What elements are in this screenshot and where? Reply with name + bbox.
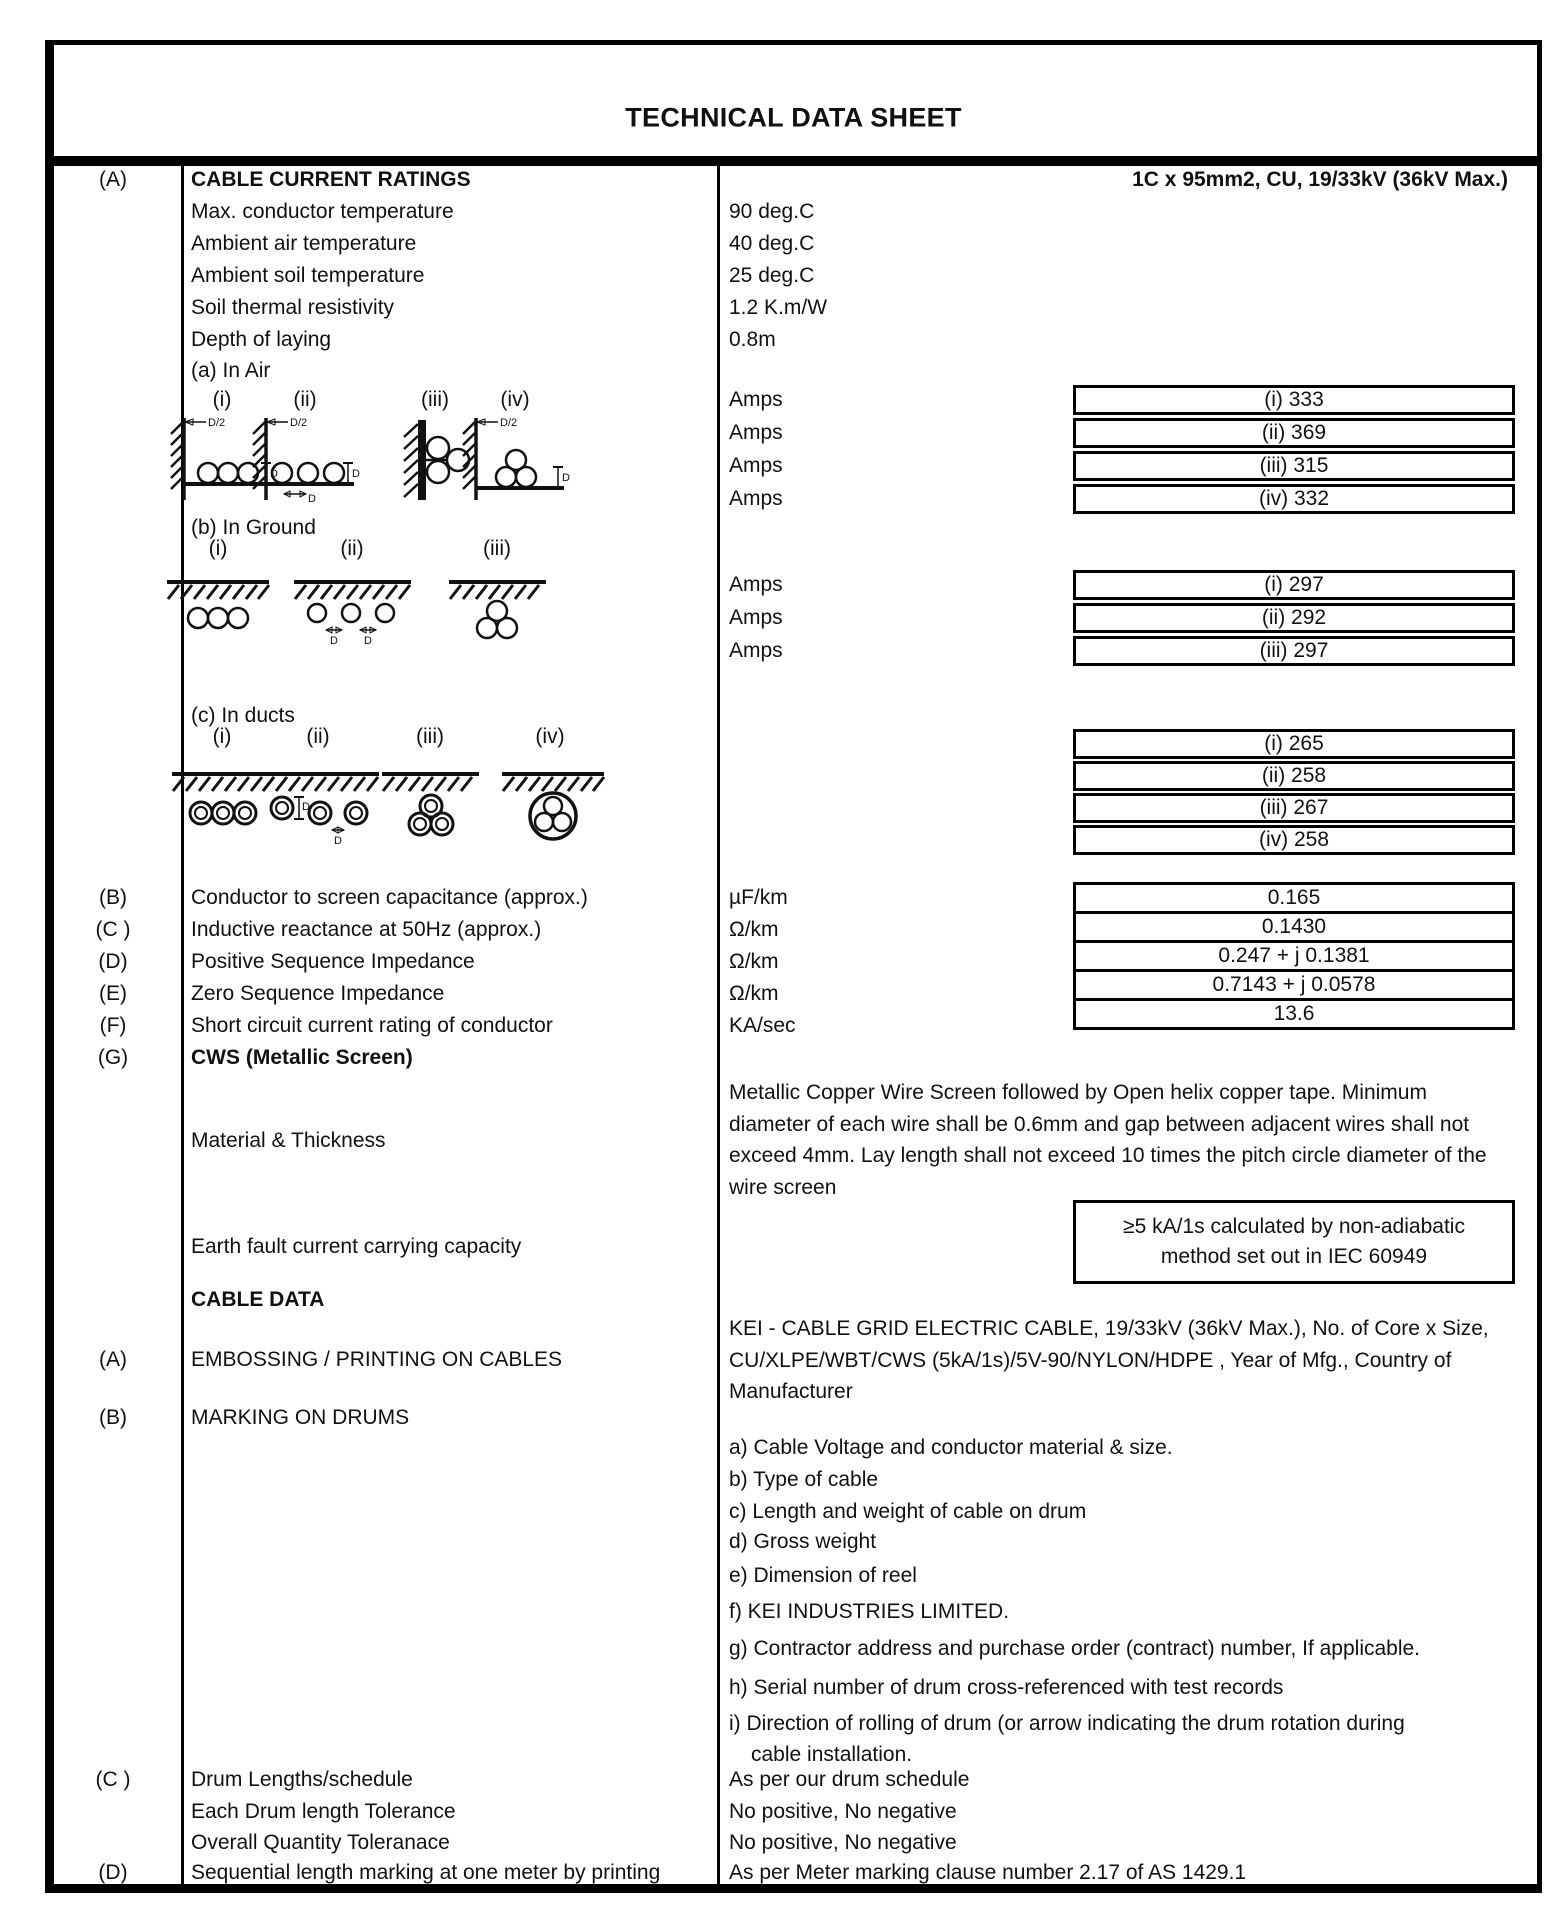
row-label: Each Drum length Tolerance [191, 1800, 456, 1823]
embossing-text: KEI - CABLE GRID ELECTRIC CABLE, 19/33kV (36kV Max.), No. of Core x Size, CU/XLPE/WBT/CWS (5kA/1s)/5V-90/NYLON/HDPE , Year of Mfg., Country of Manufacturer [729, 1317, 1489, 1403]
row-index: (G) [97, 1046, 129, 1069]
in-ducts-heading: (c) In ducts [191, 704, 295, 727]
in-air-config-iv-diagram [462, 412, 577, 507]
unit-label: Amps [729, 487, 783, 510]
svg-text:D: D [270, 468, 278, 480]
config-label: (ii) [306, 725, 330, 748]
config-label: (iii) [421, 388, 449, 411]
in-ducts-config-iii-diagram [378, 758, 483, 853]
embossing-label: EMBOSSING / PRINTING ON CABLES [191, 1348, 563, 1371]
row-index: (C ) [95, 1768, 131, 1791]
config-label: (i) [212, 725, 232, 748]
param-label: Ambient soil temperature [191, 264, 425, 287]
rating-box: (ii) 292 [1073, 603, 1515, 633]
in-ground-config-i-diagram [163, 566, 273, 651]
unit-label: Amps [729, 454, 783, 477]
unit-label: Amps [729, 573, 783, 596]
unit-label: Amps [729, 388, 783, 411]
marking-item: f) KEI INDUSTRIES LIMITED. [729, 1600, 1010, 1623]
row-index: (D) [98, 1861, 128, 1884]
rating-box: (ii) 258 [1073, 761, 1515, 791]
marking-item: i) Direction of rolling of drum (or arrow indicating the drum rotation during cable installation. [729, 1712, 1405, 1766]
unit-label: Ω/km [729, 982, 779, 1005]
rating-box: (iv) 258 [1073, 825, 1515, 855]
in-ducts-config-iv-diagram [498, 758, 608, 853]
in-air-heading: (a) In Air [191, 359, 271, 382]
cable-data-heading: CABLE DATA [191, 1288, 325, 1311]
config-label: (i) [212, 388, 232, 411]
header-divider [45, 156, 1542, 166]
row-index: (F) [99, 1014, 127, 1037]
section-heading: CABLE CURRENT RATINGS [191, 168, 471, 191]
row-label: Short circuit current rating of conductor [191, 1014, 553, 1037]
row-label: Sequential length marking at one meter by printing [191, 1861, 661, 1884]
row-value: No positive, No negative [729, 1800, 957, 1823]
svg-text:D: D [302, 801, 310, 813]
param-value: 0.8m [729, 328, 776, 351]
param-value: 40 deg.C [729, 232, 815, 255]
value-box: 0.165 [1073, 882, 1515, 914]
unit-label: KA/sec [729, 1014, 796, 1037]
unit-label: µF/km [729, 886, 788, 909]
unit-label: Ω/km [729, 918, 779, 941]
in-ducts-config-ii-diagram [258, 758, 383, 853]
svg-text:D/2: D/2 [290, 417, 308, 429]
in-ground-config-ii-diagram [290, 566, 415, 651]
cws-material-text: Metallic Copper Wire Screen followed by Open helix copper tape. Minimum diameter of each wire shall be 0.6mm and gap between adjacent wires shall not exceed 4mm. Lay length shall not exceed 10 times the pitch circle diameter of the wire screen [729, 1081, 1487, 1199]
row-label: Positive Sequence Impedance [191, 950, 475, 973]
rating-box: (i) 297 [1073, 570, 1515, 600]
config-label: (ii) [293, 388, 317, 411]
rating-box: (iii) 267 [1073, 793, 1515, 823]
config-label: (iii) [416, 725, 444, 748]
row-value: No positive, No negative [729, 1831, 957, 1854]
in-ground-heading: (b) In Ground [191, 516, 316, 539]
unit-label: Amps [729, 639, 783, 662]
value-box: 0.247 + j 0.1381 [1073, 940, 1515, 972]
row-label: Zero Sequence Impedance [191, 982, 445, 1005]
value-box: 13.6 [1073, 998, 1515, 1030]
row-index: (C ) [95, 918, 131, 941]
param-label: Soil thermal resistivity [191, 296, 395, 319]
row-label: Inductive reactance at 50Hz (approx.) [191, 918, 542, 941]
earth-fault-label: Earth fault current carrying capacity [191, 1235, 522, 1258]
row-index: (D) [98, 950, 128, 973]
row-index: (E) [99, 982, 127, 1005]
param-value: 90 deg.C [729, 200, 815, 223]
earth-fault-line1: ≥5 kA/1s calculated by non-adiabatic [1123, 1215, 1465, 1238]
svg-text:D: D [330, 635, 338, 647]
svg-text:D/2: D/2 [500, 417, 518, 429]
label-column-divider [717, 166, 720, 1884]
marking-item: a) Cable Voltage and conductor material & size. [729, 1436, 1173, 1459]
row-index: (B) [99, 1406, 127, 1429]
earth-fault-line2: method set out in IEC 60949 [1160, 1245, 1428, 1268]
marking-item: c) Length and weight of cable on drum [729, 1500, 1087, 1523]
config-label: (i) [208, 537, 228, 560]
row-value: As per Meter marking clause number 2.17 of AS 1429.1 [729, 1861, 1247, 1884]
svg-text:D: D [352, 468, 360, 480]
param-label: Max. conductor temperature [191, 200, 454, 223]
svg-text:D: D [364, 635, 372, 647]
param-label: Depth of laying [191, 328, 332, 351]
param-value: 1.2 K.m/W [729, 296, 828, 319]
value-box: 0.7143 + j 0.0578 [1073, 969, 1515, 1001]
param-label: Ambient air temperature [191, 232, 417, 255]
svg-text:D/2: D/2 [208, 417, 226, 429]
config-label: (ii) [340, 537, 364, 560]
row-label: Overall Quantity Toleranace [191, 1831, 450, 1854]
rating-box: (iii) 315 [1073, 451, 1515, 481]
material-thickness-label: Material & Thickness [191, 1129, 386, 1152]
row-index: (B) [99, 886, 127, 909]
svg-text:D: D [562, 472, 570, 484]
marking-label: MARKING ON DRUMS [191, 1406, 410, 1429]
unit-label: Ω/km [729, 950, 779, 973]
row-label: Conductor to screen capacitance (approx.) [191, 886, 588, 909]
section-index: (A) [99, 168, 127, 191]
rating-box: (iv) 332 [1073, 484, 1515, 514]
earth-fault-value-box [1073, 1200, 1515, 1284]
marking-item: d) Gross weight [729, 1530, 877, 1553]
svg-text:D: D [334, 835, 342, 847]
rating-box: (ii) 369 [1073, 418, 1515, 448]
rating-box: (iii) 297 [1073, 636, 1515, 666]
value-box: 0.1430 [1073, 911, 1515, 943]
row-value: As per our drum schedule [729, 1768, 970, 1791]
cws-heading: CWS (Metallic Screen) [191, 1046, 413, 1069]
row-label: Drum Lengths/schedule [191, 1768, 413, 1791]
marking-item: g) Contractor address and purchase order (contract) number, If applicable. [729, 1637, 1421, 1660]
marking-item: b) Type of cable [729, 1468, 879, 1491]
config-label: (iv) [535, 725, 565, 748]
page-title: TECHNICAL DATA SHEET [625, 102, 962, 133]
config-label: (iii) [483, 537, 511, 560]
rating-box: (i) 265 [1073, 729, 1515, 759]
svg-text:D: D [308, 493, 316, 505]
marking-item: e) Dimension of reel [729, 1564, 917, 1587]
in-ground-config-iii-diagram [445, 566, 550, 651]
unit-label: Amps [729, 421, 783, 444]
marking-item: h) Serial number of drum cross-referenced with test records [729, 1676, 1284, 1699]
config-label: (iv) [500, 388, 530, 411]
unit-label: Amps [729, 606, 783, 629]
row-index: (A) [99, 1348, 127, 1371]
param-value: 25 deg.C [729, 264, 815, 287]
in-air-config-ii-diagram [252, 412, 367, 507]
cable-spec-heading: 1C x 95mm2, CU, 19/33kV (36kV Max.) [1132, 168, 1508, 191]
rating-box: (i) 333 [1073, 385, 1515, 415]
